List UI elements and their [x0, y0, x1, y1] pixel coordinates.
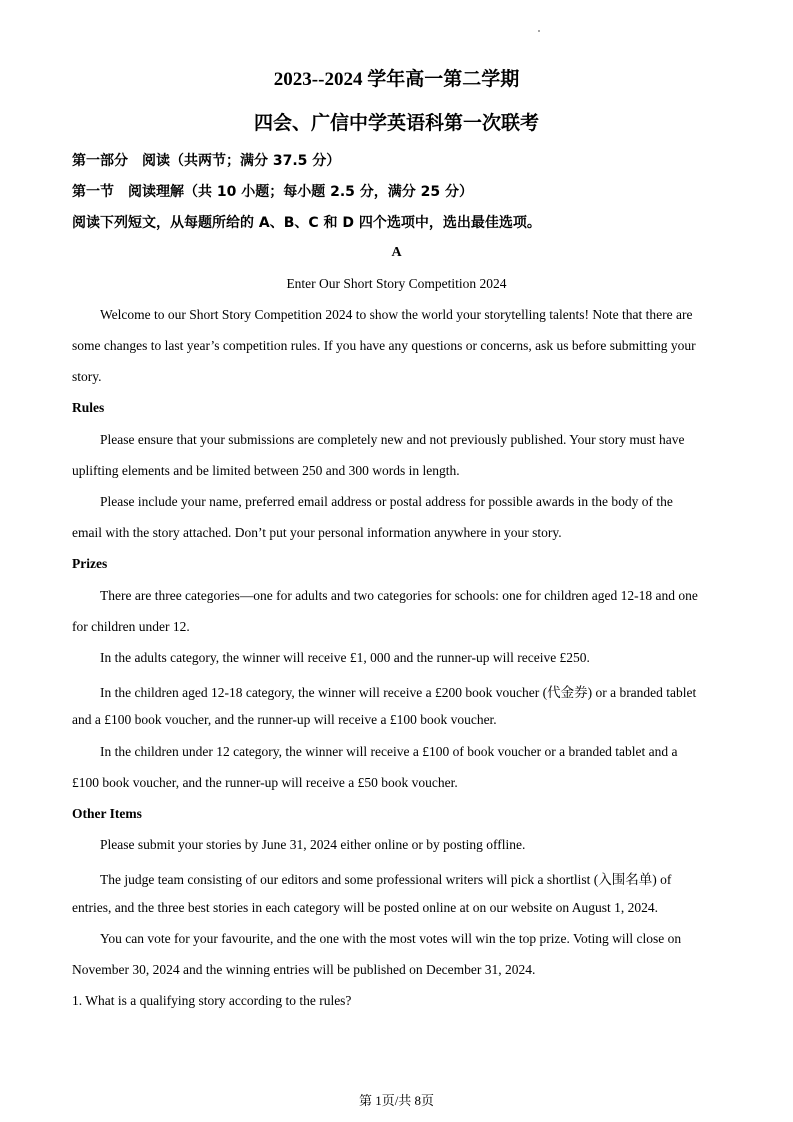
paragraph-line: Please submit your stories by June 31, 2024 either online or by posting offline.	[100, 837, 526, 852]
paragraph-line: email with the story attached. Don’t put your personal information anywhere in your story.	[72, 525, 562, 540]
paragraph-line: You can vote for your favourite, and the one with the most votes will win the top prize. Voting will close on	[100, 931, 682, 946]
paragraph-line: November 30, 2024 and the winning entries will be published on December 31, 2024.	[72, 962, 536, 977]
section-subpart: 第一节 阅读理解（共 10 小题；每小题 2.5 分，满分 25 分）	[72, 184, 474, 200]
title-line-2: 四会、广信中学英语科第一次联考	[253, 113, 539, 134]
paragraph-line: In the children under 12 category, the winner will receive a £100 of book voucher or a branded tablet and a	[100, 744, 678, 759]
heading-rules: Rules	[72, 400, 105, 415]
title-line-1: 2023--2024 学年高一第二学期	[273, 69, 520, 90]
heading-other-items: Other Items	[72, 806, 142, 821]
speck	[538, 30, 540, 32]
page-number: 第 1页/共 8页	[358, 1093, 435, 1108]
section-part: 第一部分 阅读（共两节；满分 37.5 分）	[72, 153, 341, 169]
paragraph-line: some changes to last year’s competition rules. If you have any questions or concerns, ask us before submitting your	[72, 338, 696, 353]
paragraph-line: Welcome to our Short Story Competition 2024 to show the world your storytelling talents! Note that there are	[100, 307, 693, 322]
passage-letter: A	[391, 245, 402, 260]
paragraph-line: story.	[72, 369, 102, 384]
paragraph-line: Please ensure that your submissions are completely new and not previously published. Your story must have	[100, 432, 685, 447]
section-instruction: 阅读下列短文，从每题所给的 A、B、C 和 D 四个选项中，选出最佳选项。	[72, 215, 541, 231]
paragraph-line: for children under 12.	[72, 619, 190, 634]
paragraph-line: The judge team consisting of our editors and some professional writers will pick a shortlist (入围名单) of	[100, 872, 672, 887]
question-1: 1. What is a qualifying story according to the rules?	[72, 993, 352, 1008]
paragraph-line: There are three categories—one for adults and two categories for schools: one for children aged 12-18 and one	[100, 588, 698, 603]
paragraph-line: In the children aged 12-18 category, the winner will receive a £200 book voucher (代金券) or a branded tablet	[100, 685, 697, 700]
paragraph-line: Please include your name, preferred email address or postal address for possible awards in the body of the	[100, 494, 673, 509]
passage-title: Enter Our Short Story Competition 2024	[286, 276, 507, 291]
paragraph-line: and a £100 book voucher, and the runner-up will receive a £100 book voucher.	[72, 712, 497, 727]
paragraph-line: entries, and the three best stories in each category will be posted online at on our website on August 1, 2024.	[72, 900, 658, 915]
paragraph-line: uplifting elements and be limited between 250 and 300 words in length.	[72, 463, 460, 478]
paragraph-line: In the adults category, the winner will receive £1, 000 and the runner-up will receive £250.	[100, 650, 590, 665]
paragraph-line: £100 book voucher, and the runner-up will receive a £50 book voucher.	[72, 775, 458, 790]
heading-prizes: Prizes	[72, 556, 108, 571]
